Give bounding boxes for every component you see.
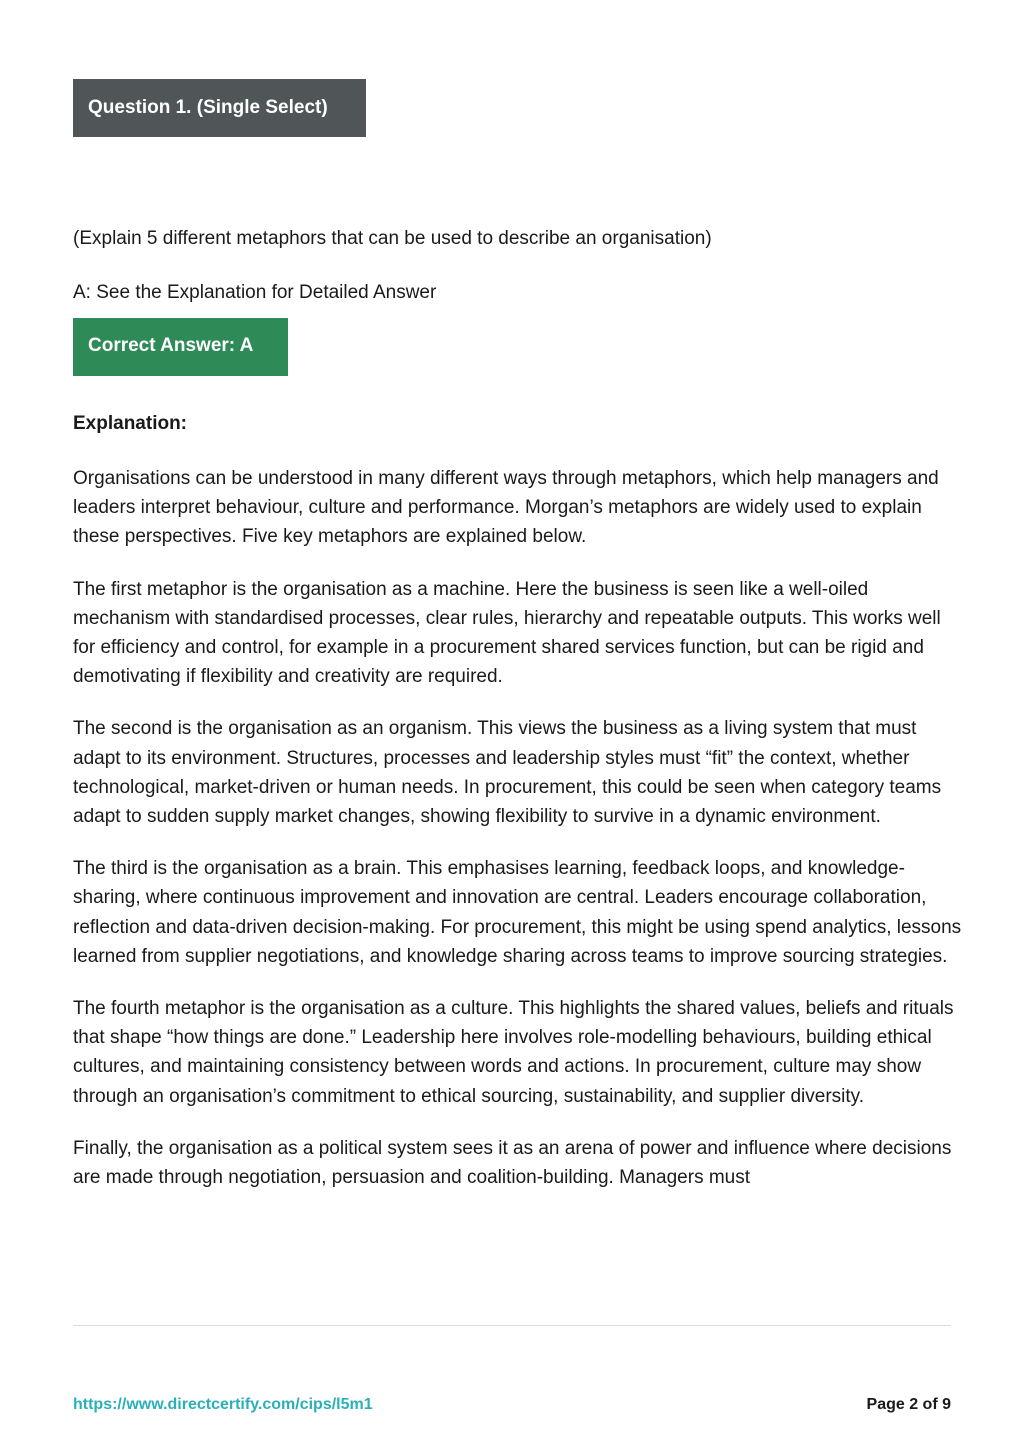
answer-option-a: A: See the Explanation for Detailed Answer xyxy=(73,282,437,303)
correct-answer-badge: Correct Answer: A xyxy=(73,318,288,376)
explanation-paragraph-culture: The fourth metaphor is the organisation as a culture. This highlights the shared values, beliefs and rituals that shape “how things are done.” Leadership here involves role-modelling behaviours, building ethical cultures, and maintaining consistency between words and actions. In procurement, culture may show through an organisation’s commitment to ethical sourcing, sustainability, and supplier diversity. xyxy=(73,998,954,1107)
explanation-body xyxy=(73,464,963,1215)
question-badge: Question 1. (Single Select) xyxy=(73,79,366,137)
footer-url-link[interactable]: https://www.directcertify.com/cips/l5m1 xyxy=(73,1396,373,1413)
explanation-paragraph-organism: The second is the organisation as an organism. This views the business as a living system that must adapt to its environment. Structures, processes and leadership styles must “fit” the context, whether technological, market-driven or human needs. In procurement, this could be seen when category teams adapt to sudden supply market changes, showing flexibility to survive in a dynamic environment. xyxy=(73,718,942,828)
explanation-heading: Explanation: xyxy=(73,413,188,434)
explanation-paragraph-machine: The first metaphor is the organisation as a machine. Here the business is seen like a well-oiled mechanism with standardised processes, clear rules, hierarchy and repeatable outputs. This works well for efficiency and control, for example in a procurement shared services function, but can be rigid and demotivating if flexibility and creativity are required. xyxy=(73,578,941,688)
footer-divider xyxy=(73,1325,951,1326)
page-number: Page 2 of 9 xyxy=(866,1396,951,1413)
question-text: (Explain 5 different metaphors that can be used to describe an organisation) xyxy=(73,228,712,249)
explanation-paragraph-brain: The third is the organisation as a brain. This emphasises learning, feedback loops, and knowledge-sharing, where continuous improvement and innovation are central. Leaders encourage collaboration, reflection and data-driven decision-making. For procurement, this might be using spend analytics, lessons learned from supplier negotiations, and knowledge sharing across teams to improve sourcing strategies. xyxy=(73,858,962,967)
explanation-paragraph-political: Finally, the organisation as a political system sees it as an arena of power and influence where decisions are made through negotiation, persuasion and coalition-building. Managers must xyxy=(73,1137,952,1189)
explanation-paragraph-intro: Organisations can be understood in many different ways through metaphors, which help managers and leaders interpret behaviour, culture and performance. Morgan’s metaphors are widely used to explain these perspectives. Five key metaphors are explained below. xyxy=(73,468,939,548)
